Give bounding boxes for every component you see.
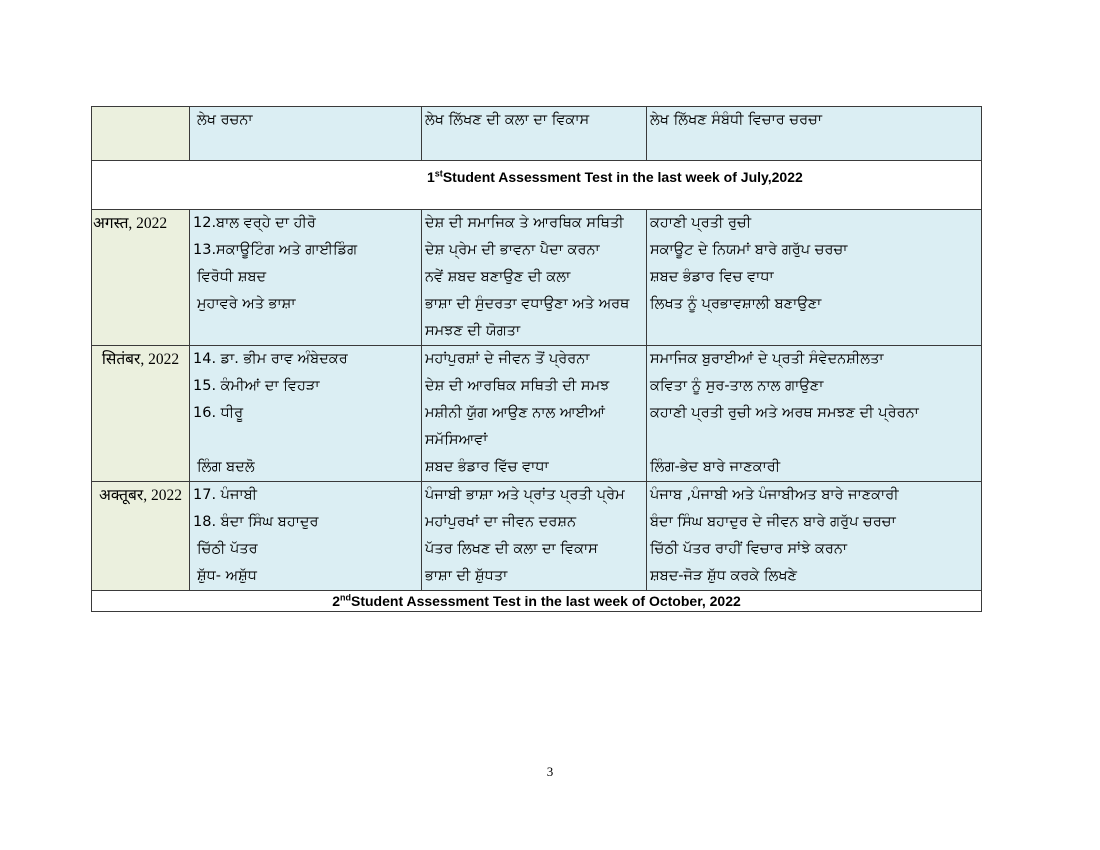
activity-line bbox=[647, 318, 981, 345]
activity-line: ਲਿੰਗ-ਭੇਦ ਬਾਰੇ ਜਾਣਕਾਰੀ bbox=[650, 459, 781, 475]
activity-line: ਸ਼ਬਦ ਭੰਡਾਰ ਵਿਚ ਵਾਧਾ bbox=[650, 269, 774, 285]
aim-line: ਨਵੇਂ ਸ਼ਬਦ ਬਣਾਉਣ ਦੀ ਕਲਾ bbox=[425, 269, 571, 285]
test-ordinal-suffix: st bbox=[434, 168, 443, 179]
aim-cell bbox=[422, 346, 647, 482]
activity-line: ਲਿਖਤ ਨੂੰ ਪ੍ਰਭਾਵਸ਼ਾਲੀ ਬਣਾਉਣਾ bbox=[650, 296, 822, 312]
assessment-test-row-2 bbox=[92, 591, 982, 612]
activity-line: ਸਕਾਊਟ ਦੇ ਨਿਯਮਾਂ ਬਾਰੇ ਗਰੁੱਪ ਚਰਚਾ bbox=[650, 242, 848, 258]
activity-line: ਪੰਜਾਬ ,ਪੰਜਾਬੀ ਅਤੇ ਪੰਜਾਬੀਅਤ ਬਾਰੇ ਜਾਣਕਾਰੀ bbox=[650, 487, 899, 503]
curriculum-table bbox=[91, 106, 982, 612]
activity-line: ਸਮਾਜਿਕ ਬੁਰਾਈਆਂ ਦੇ ਪ੍ਰਤੀ ਸੰਵੇਦਨਸ਼ੀਲਤਾ bbox=[650, 351, 884, 367]
topic-cell bbox=[190, 346, 422, 482]
activity-line: ਬੰਦਾ ਸਿੰਘ ਬਹਾਦੁਰ ਦੇ ਜੀਵਨ ਬਾਰੇ ਗਰੁੱਪ ਚਰਚਾ bbox=[650, 514, 896, 530]
activity-text: ਲੇਖ ਲਿੱਖਣ ਸੰਬੰਧੀ ਵਿਚਾਰ ਚਰਚਾ bbox=[650, 112, 823, 128]
page-number: 3 bbox=[546, 764, 554, 779]
test-ordinal-suffix: nd bbox=[340, 592, 351, 603]
topic-line: 17. ਪੰਜਾਬੀ bbox=[193, 487, 258, 503]
aim-line: ਭਾਸ਼ਾ ਦੀ ਸ਼ੁੱਧਤਾ bbox=[425, 568, 508, 584]
topic-line bbox=[190, 427, 421, 454]
topic-line: ਮੁਹਾਵਰੇ ਅਤੇ ਭਾਸ਼ਾ bbox=[197, 296, 296, 312]
aim-text: ਲੇਖ ਲਿੱਖਣ ਦੀ ਕਲਾ ਦਾ ਵਿਕਾਸ bbox=[425, 112, 590, 128]
activity-line: ਕਹਾਣੀ ਪ੍ਰਤੀ ਰੁਚੀ bbox=[650, 215, 752, 231]
aim-line: ਮਹਾਂਪੁਰਸ਼ਾਂ ਦੇ ਜੀਵਨ ਤੋਂ ਪ੍ਰੇਰਨਾ bbox=[425, 351, 590, 367]
aim-line: ਦੇਸ਼ ਪ੍ਰੇਮ ਦੀ ਭਾਵਨਾ ਪੈਦਾ ਕਰਨਾ bbox=[425, 242, 600, 258]
month-cell-september bbox=[92, 346, 190, 482]
aim-line: ਭਾਸ਼ਾ ਦੀ ਸੁੰਦਰਤਾ ਵਧਾਉਣਾ ਅਤੇ ਅਰਥ bbox=[425, 296, 630, 312]
aim-cell bbox=[422, 482, 647, 591]
topic-line: ਸ਼ੁੱਧ- ਅਸ਼ੁੱਧ bbox=[197, 568, 257, 584]
topic-cell bbox=[190, 210, 422, 346]
activity-line: ਚਿੱਠੀ ਪੱਤਰ ਰਾਹੀਂ ਵਿਚਾਰ ਸਾਂਝੇ ਕਰਨਾ bbox=[650, 541, 848, 557]
aim-line: ਸਮਝਣ ਦੀ ਯੋਗਤਾ bbox=[425, 323, 521, 339]
aim-line: ਮਹਾਂਪੁਰਖਾਂ ਦਾ ਜੀਵਨ ਦਰਸ਼ਨ bbox=[425, 514, 577, 530]
test-ordinal: 1 bbox=[427, 169, 435, 185]
table-row-september bbox=[92, 346, 982, 482]
topic-line: 15. ਕੰਮੀਆਂ ਦਾ ਵਿਹੜਾ bbox=[193, 378, 320, 394]
aim-line: ਦੇਸ਼ ਦੀ ਸਮਾਜਿਕ ਤੇ ਆਰਥਿਕ ਸਥਿਤੀ bbox=[425, 215, 624, 231]
table-row-essay-writing bbox=[92, 107, 982, 161]
aim-line: ਸਮੱਸਿਆਵਾਂ bbox=[425, 432, 488, 448]
activity-line: ਕਹਾਣੀ ਪ੍ਰਤੀ ਰੁਚੀ ਅਤੇ ਅਰਥ ਸਮਝਣ ਦੀ ਪ੍ਰੇਰਨਾ bbox=[650, 405, 919, 421]
activity-cell bbox=[647, 482, 982, 591]
activity-line: ਸ਼ਬਦ-ਜੋੜ ਸ਼ੁੱਧ ਕਰਕੇ ਲਿਖਣੇ bbox=[650, 568, 797, 584]
assessment-test-cell bbox=[92, 591, 982, 612]
topic-line: 16. ਧੀਰੂ bbox=[193, 405, 244, 421]
test-description: Student Assessment Test in the last week of October, 2022 bbox=[351, 593, 741, 609]
aim-cell bbox=[422, 210, 647, 346]
month-cell-empty bbox=[92, 107, 190, 161]
activity-line bbox=[647, 427, 981, 454]
topic-line: ਵਿਰੋਧੀ ਸ਼ਬਦ bbox=[197, 269, 267, 285]
month-label: सितंबर, 2022 bbox=[101, 351, 180, 368]
aim-line: ਮਸ਼ੀਨੀ ਯੁੱਗ ਆਉਣ ਨਾਲ ਆਈਆਂ bbox=[425, 405, 605, 421]
topic-line: 12.ਬਾਲ ਵਰ੍ਹੇ ਦਾ ਹੀਰੋ bbox=[193, 215, 316, 231]
topic-text: ਲੇਖ ਰਚਨਾ bbox=[197, 112, 253, 128]
topic-line: ਚਿੱਠੀ ਪੱਤਰ bbox=[197, 541, 258, 557]
table-row-august bbox=[92, 210, 982, 346]
topic-cell bbox=[190, 482, 422, 591]
month-cell-october bbox=[92, 482, 190, 591]
topic-cell bbox=[190, 107, 422, 161]
assessment-test-row-1 bbox=[92, 161, 982, 210]
topic-line: 18. ਬੰਦਾ ਸਿੰਘ ਬਹਾਦੁਰ bbox=[193, 514, 319, 530]
month-label: अगस्त, 2022 bbox=[93, 215, 168, 232]
month-label: अक्तूबर, 2022 bbox=[99, 487, 182, 504]
topic-line: ਲਿੰਗ ਬਦਲੋ bbox=[197, 459, 255, 475]
aim-cell bbox=[422, 107, 647, 161]
topic-line bbox=[190, 318, 421, 345]
activity-cell bbox=[647, 346, 982, 482]
assessment-test-cell bbox=[92, 161, 982, 210]
aim-line: ਦੇਸ਼ ਦੀ ਆਰਥਿਕ ਸਥਿਤੀ ਦੀ ਸਮਝ bbox=[425, 378, 610, 394]
activity-line: ਕਵਿਤਾ ਨੂੰ ਸੁਰ-ਤਾਲ ਨਾਲ ਗਾਉਣਾ bbox=[650, 378, 824, 394]
month-cell-august bbox=[92, 210, 190, 346]
topic-line: 13.ਸਕਾਊਟਿੰਗ ਅਤੇ ਗਾਈਡਿੰਗ bbox=[193, 242, 358, 258]
activity-cell bbox=[647, 210, 982, 346]
activity-cell bbox=[647, 107, 982, 161]
assessment-test-text-1 bbox=[92, 161, 981, 185]
aim-line: ਪੰਜਾਬੀ ਭਾਸ਼ਾ ਅਤੇ ਪ੍ਰਾਂਤ ਪ੍ਰਤੀ ਪ੍ਰੇਮ bbox=[425, 487, 625, 503]
assessment-test-text-2 bbox=[92, 591, 981, 611]
table-row-october bbox=[92, 482, 982, 591]
topic-line: 14. ਡਾ. ਭੀਮ ਰਾਵ ਅੰਬੇਦਕਰ bbox=[193, 351, 348, 367]
aim-line: ਸ਼ਬਦ ਭੰਡਾਰ ਵਿੱਚ ਵਾਧਾ bbox=[425, 459, 549, 475]
test-description: Student Assessment Test in the last week of July,2022 bbox=[442, 169, 803, 185]
test-ordinal: 2 bbox=[332, 593, 340, 609]
aim-line: ਪੱਤਰ ਲਿਖਣ ਦੀ ਕਲਾ ਦਾ ਵਿਕਾਸ bbox=[425, 541, 598, 557]
